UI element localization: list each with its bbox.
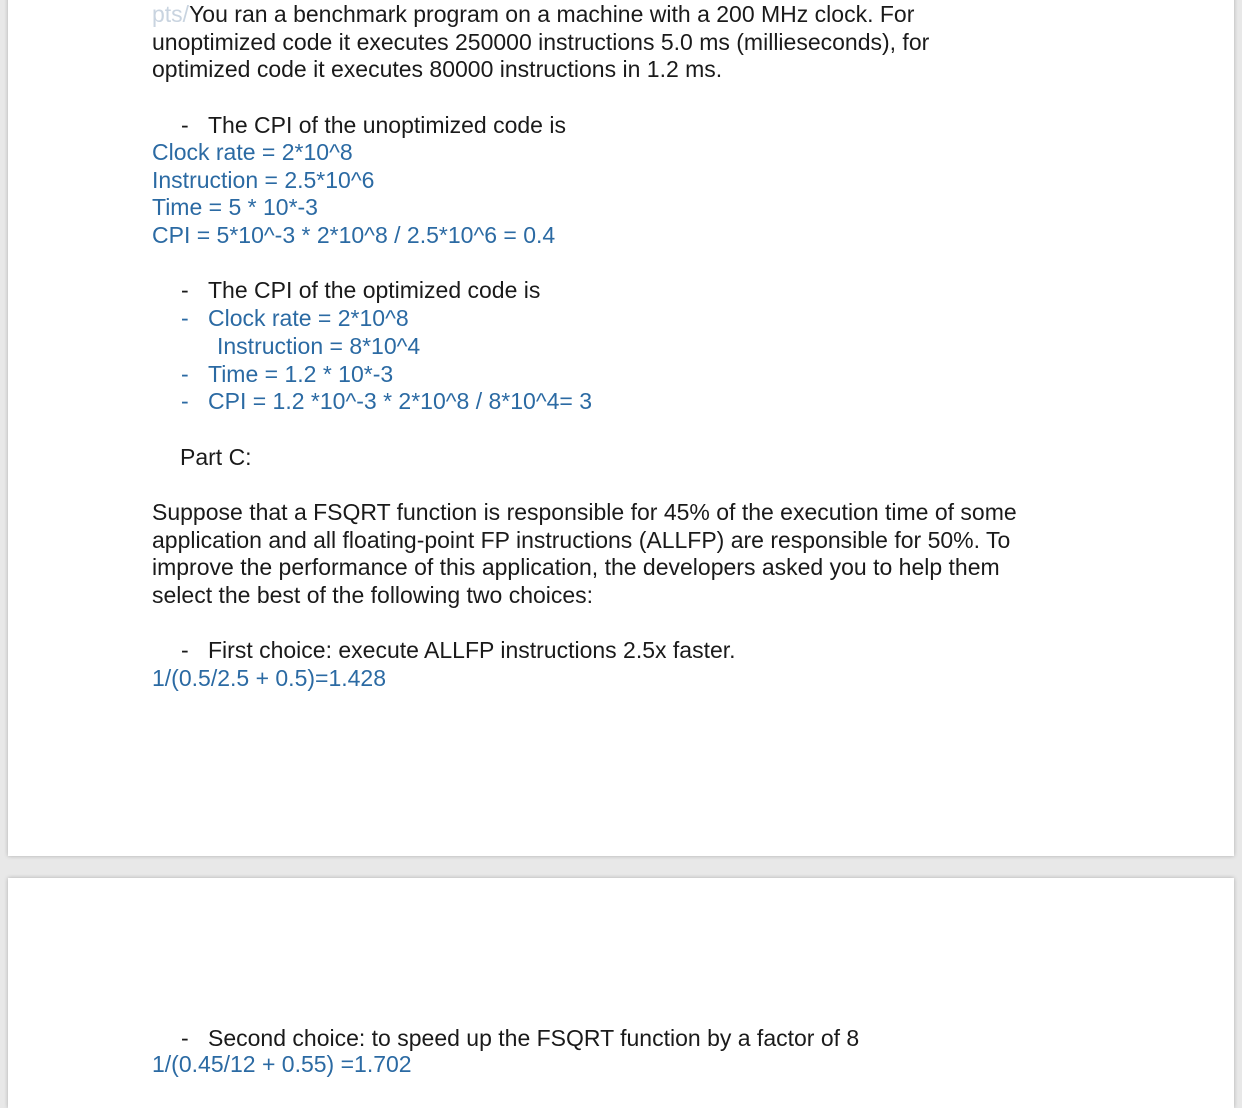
part-b-answer-clock: Clock rate = 2*10^8 [208, 305, 409, 331]
intro-line-2: unoptimized code it executes 250000 instructions 5.0 ms (millieseconds), for [152, 29, 930, 55]
part-c-paragraph-3: improve the performance of this application, the developers asked you to help them [152, 554, 1000, 580]
part-b-bullet-cpi: - [181, 388, 189, 414]
intro-prefix: pts/ [152, 1, 190, 27]
choice-2-bullet: - [181, 1025, 189, 1051]
part-b-bullet-time: - [181, 361, 189, 387]
choice-1-text: First choice: execute ALLFP instructions 2.5x faster. [208, 637, 736, 663]
document-page-2 [8, 878, 1234, 1108]
document-page-1 [8, 0, 1234, 856]
part-a-bullet: - [181, 112, 189, 138]
part-b-answer-cpi: CPI = 1.2 *10^-3 * 2*10^8 / 8*10^4= 3 [208, 388, 593, 414]
part-c-paragraph-1: Suppose that a FSQRT function is responsible for 45% of the execution time of some [152, 499, 1017, 525]
part-a-answer-clock: Clock rate = 2*10^8 [152, 139, 353, 165]
choice-1-bullet: - [181, 637, 189, 663]
intro-text-1: You ran a benchmark program on a machine with a 200 MHz clock. For [189, 1, 915, 27]
part-b-question: The CPI of the optimized code is [208, 277, 541, 303]
part-c-paragraph-2: application and all floating-point FP instructions (ALLFP) are responsible for 50%. To [152, 527, 1011, 553]
part-a-answer-instruction: Instruction = 2.5*10^6 [152, 167, 375, 193]
part-c-paragraph-4: select the best of the following two choices: [152, 582, 594, 608]
intro-line-1 [152, 1, 914, 28]
part-a-question: The CPI of the unoptimized code is [208, 112, 566, 138]
choice-1-answer: 1/(0.5/2.5 + 0.5)=1.428 [152, 665, 387, 691]
part-b-answer-instruction: Instruction = 8*10^4 [217, 333, 421, 359]
part-b-bullet: - [181, 277, 189, 303]
part-a-answer-cpi: CPI = 5*10^-3 * 2*10^8 / 2.5*10^6 = 0.4 [152, 222, 556, 248]
part-a-answer-time: Time = 5 * 10*-3 [152, 194, 318, 220]
intro-line-3: optimized code it executes 80000 instructions in 1.2 ms. [152, 56, 723, 82]
part-b-answer-time: Time = 1.2 * 10*-3 [208, 361, 394, 387]
part-b-bullet-clock: - [181, 305, 189, 331]
choice-2-answer: 1/(0.45/12 + 0.55) =1.702 [152, 1051, 412, 1077]
choice-2-text: Second choice: to speed up the FSQRT function by a factor of 8 [208, 1025, 860, 1051]
part-c-heading: Part C: [180, 444, 252, 470]
